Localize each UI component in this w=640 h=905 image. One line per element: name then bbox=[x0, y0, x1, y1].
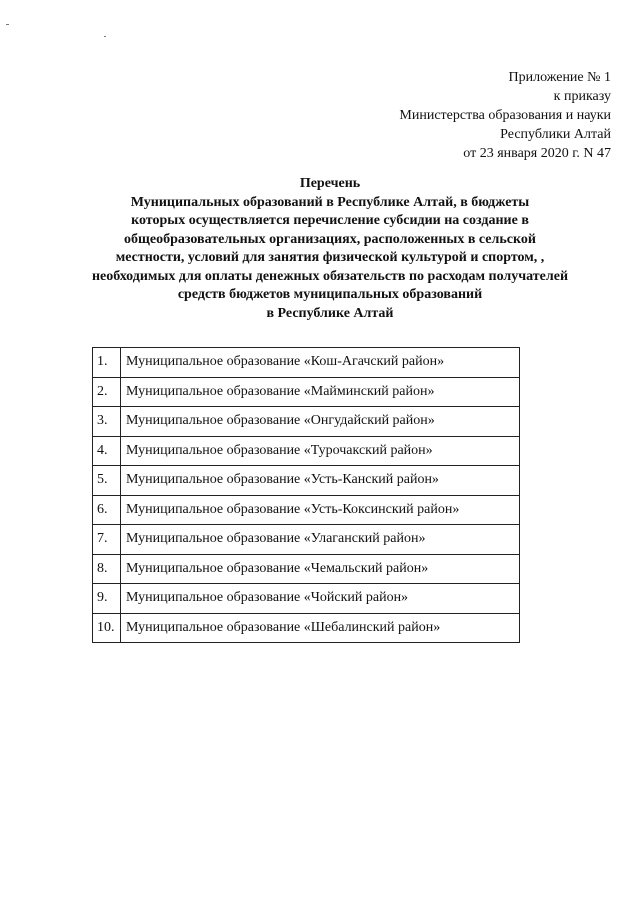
appendix-number: Приложение № 1 bbox=[508, 70, 611, 85]
row-text: Муниципальное образование «Турочакский район» bbox=[121, 436, 520, 466]
title-line-5: местности, условий для занятия физической культурой и спортом, , bbox=[115, 250, 545, 265]
table-row bbox=[93, 613, 520, 643]
to-order-line: к приказу bbox=[553, 89, 611, 104]
table-row bbox=[93, 377, 520, 407]
row-text: Муниципальное образование «Улаганский район» bbox=[121, 525, 520, 555]
table-row bbox=[93, 348, 520, 378]
row-number: 6. bbox=[93, 495, 121, 525]
row-number: 8. bbox=[93, 554, 121, 584]
row-text: Муниципальное образование «Чойский район» bbox=[121, 584, 520, 614]
document-title bbox=[70, 175, 590, 323]
table-row bbox=[93, 525, 520, 555]
row-text: Муниципальное образование «Усть-Канский район» bbox=[121, 466, 520, 496]
row-number: 4. bbox=[93, 436, 121, 466]
title-line-8: в Республике Алтай bbox=[266, 305, 394, 321]
row-text: Муниципальное образование «Майминский район» bbox=[121, 377, 520, 407]
municipalities-table bbox=[92, 347, 520, 643]
appendix-header bbox=[399, 68, 611, 163]
title-line-6: необходимых для оплаты денежных обязательств по расходам получателей bbox=[91, 268, 569, 284]
title-line-7: средств бюджетов муниципальных образований bbox=[177, 287, 483, 302]
scan-speck bbox=[6, 24, 9, 25]
row-text: Муниципальное образование «Шебалинский район» bbox=[121, 613, 520, 643]
table-row bbox=[93, 554, 520, 584]
table-row bbox=[93, 466, 520, 496]
row-number: 10. bbox=[93, 613, 121, 643]
ministry-line: Министерства образования и науки bbox=[399, 108, 611, 123]
scan-speck bbox=[104, 36, 106, 37]
row-number: 2. bbox=[93, 377, 121, 407]
table-row bbox=[93, 495, 520, 525]
row-number: 5. bbox=[93, 466, 121, 496]
table-row bbox=[93, 584, 520, 614]
row-number: 9. bbox=[93, 584, 121, 614]
row-text: Муниципальное образование «Кош-Агачский район» bbox=[121, 348, 520, 378]
row-number: 3. bbox=[93, 407, 121, 437]
row-text: Муниципальное образование «Усть-Коксинский район» bbox=[121, 495, 520, 525]
row-number: 7. bbox=[93, 525, 121, 555]
title-line-4: общеобразовательных организациях, расположенных в сельской bbox=[124, 231, 536, 247]
order-date-line: от 23 января 2020 г. N 47 bbox=[463, 146, 611, 161]
republic-line: Республики Алтай bbox=[500, 127, 611, 142]
row-number: 1. bbox=[93, 348, 121, 378]
title-line-2: Муниципальных образований в Республике Алтай, в бюджеты bbox=[130, 194, 530, 210]
title-line-3: которых осуществляется перечисление субсидии на создание в bbox=[131, 213, 529, 228]
row-text: Муниципальное образование «Онгудайский район» bbox=[121, 407, 520, 437]
table-row bbox=[93, 407, 520, 437]
row-text: Муниципальное образование «Чемальский район» bbox=[121, 554, 520, 584]
title-line-1: Перечень bbox=[299, 176, 361, 191]
table-row bbox=[93, 436, 520, 466]
